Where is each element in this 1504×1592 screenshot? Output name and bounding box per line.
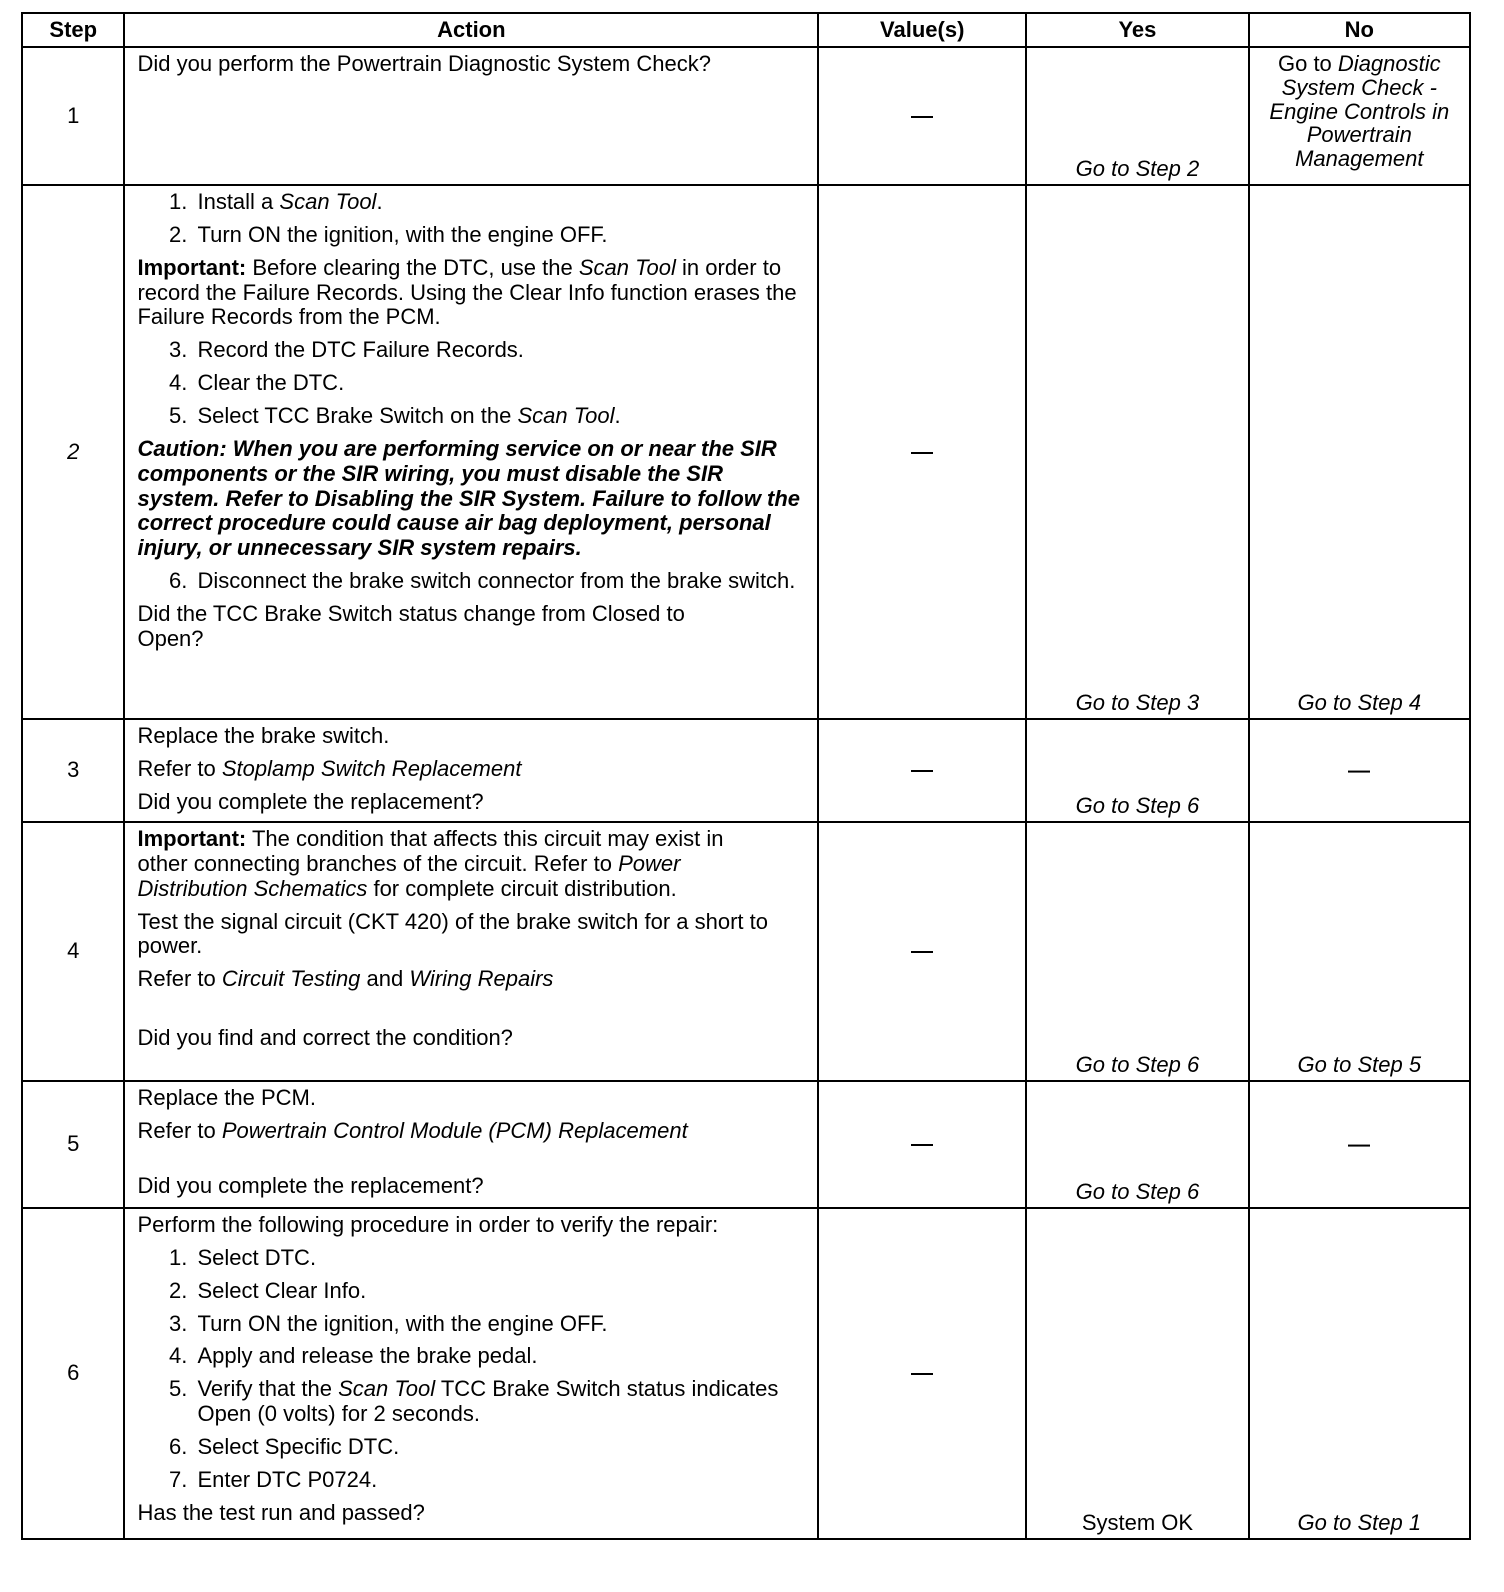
list-item: 7. Enter DTC P0724. — [193, 1468, 809, 1493]
yes-cell — [1026, 47, 1248, 185]
test-instruction: Test the signal circuit (CKT 420) of the brake switch for a short to power. — [137, 908, 769, 959]
list-item: 4. Clear the DTC. — [193, 371, 809, 396]
step-number: 4 — [22, 822, 124, 1081]
procedure-list — [137, 1246, 809, 1493]
no-link-text: Diagnostic System Check - Engine Controls in Powertrain Management — [1269, 51, 1450, 171]
action-cell — [124, 1081, 818, 1208]
value-cell — [818, 1081, 1026, 1208]
step-number: 5 — [22, 1081, 124, 1208]
table-row-step-6 — [22, 1208, 1470, 1539]
yes-cell — [1026, 1208, 1248, 1539]
no-cell — [1249, 719, 1470, 822]
wiring-repairs-link[interactable]: Wiring Repairs — [409, 966, 554, 992]
list-item: 2. Turn ON the ignition, with the engine OFF. — [193, 223, 809, 248]
dash-mark — [911, 951, 933, 953]
yes-go-to-step-3[interactable]: Go to Step 3 — [1075, 690, 1200, 716]
dash-mark — [911, 1144, 933, 1146]
procedure-list — [137, 190, 809, 248]
diagnostic-table — [21, 12, 1471, 1540]
dash-mark — [1348, 1144, 1370, 1146]
list-item: 4. Apply and release the brake pedal. — [193, 1344, 809, 1369]
no-go-to-step-5[interactable]: Go to Step 5 — [1297, 1052, 1422, 1078]
question-text: Did you find and correct the condition? — [137, 1025, 513, 1051]
table-row-step-3 — [22, 719, 1470, 822]
step-number: 2 — [22, 185, 124, 719]
step-number: 6 — [22, 1208, 124, 1539]
header-row — [22, 13, 1470, 47]
list-item: 1. Install a Scan Tool. — [193, 190, 809, 215]
step-number: 1 — [22, 47, 124, 185]
action-cell — [124, 1208, 818, 1539]
pcm-replacement-link[interactable]: Powertrain Control Module (PCM) Replacement — [221, 1117, 688, 1143]
important-note: Important: Before clearing the DTC, use the Scan Tool in order to record the Failure Records. Using the Clear Info function erases the Failure Records from the PCM. — [137, 254, 797, 330]
dash-mark — [911, 770, 933, 772]
yes-go-to-step-6[interactable]: Go to Step 6 — [1075, 1052, 1200, 1078]
question-text: Did you perform the Powertrain Diagnostic System Check? — [137, 51, 711, 76]
no-cell — [1249, 47, 1470, 185]
list-item: 5. Verify that the Scan Tool TCC Brake Switch status indicates Open (0 volts) for 2 seconds. — [193, 1377, 809, 1427]
dash-mark — [911, 1373, 933, 1375]
reference-text: Refer to Circuit Testing and Wiring Repairs — [137, 966, 554, 992]
question-text: Did the TCC Brake Switch status change from Closed to Open? — [137, 601, 685, 651]
no-cell — [1249, 185, 1470, 719]
value-cell — [818, 1208, 1026, 1539]
no-cell — [1249, 822, 1470, 1081]
procedure-list — [137, 569, 809, 594]
no-cell — [1249, 1208, 1470, 1539]
action-cell — [124, 47, 818, 185]
dash-mark — [911, 116, 933, 118]
stoplamp-switch-replacement-link[interactable]: Stoplamp Switch Replacement — [221, 755, 522, 781]
value-cell — [818, 719, 1026, 822]
table-row-step-5 — [22, 1081, 1470, 1208]
question-text: Did you complete the replacement? — [137, 788, 484, 814]
list-item: 1. Select DTC. — [193, 1246, 809, 1271]
list-item: 5. Select TCC Brake Switch on the Scan Tool. — [193, 404, 809, 429]
action-cell — [124, 185, 818, 719]
list-item: 3. Record the DTC Failure Records. — [193, 338, 809, 363]
reference-text: Refer to Stoplamp Switch Replacement — [137, 755, 522, 781]
caution-note: Caution: When you are performing service on or near the SIR components or the SIR wiring, you must disable the SIR system. Refer to Disabling the SIR System. Failure to follow the correct procedure could cause air bag deployment, personal injury, or unnecessary SIR system repairs. — [137, 435, 801, 561]
table-row-step-4 — [22, 822, 1470, 1081]
procedure-intro: Perform the following procedure in order to verify the repair: — [137, 1212, 719, 1237]
question-text: Has the test run and passed? — [137, 1499, 425, 1525]
yes-go-to-step-6[interactable]: Go to Step 6 — [1075, 793, 1200, 819]
circuit-testing-link[interactable]: Circuit Testing — [221, 966, 361, 992]
yes-cell — [1026, 822, 1248, 1081]
yes-system-ok: System OK — [1081, 1510, 1194, 1536]
procedure-list — [137, 338, 809, 429]
header-no: No — [1249, 13, 1470, 47]
no-go-to-step-4[interactable]: Go to Step 4 — [1297, 690, 1422, 716]
action-text: Replace the PCM. — [137, 1085, 316, 1110]
yes-cell — [1026, 185, 1248, 719]
question-text: Did you complete the replacement? — [137, 1172, 484, 1198]
yes-cell — [1026, 1081, 1248, 1208]
value-cell — [818, 185, 1026, 719]
list-item: 6. Disconnect the brake switch connector from the brake switch. — [193, 569, 809, 594]
header-action: Action — [124, 13, 818, 47]
list-item: 2. Select Clear Info. — [193, 1279, 809, 1304]
yes-go-to-step-2[interactable]: Go to Step 2 — [1075, 156, 1200, 182]
header-values: Value(s) — [818, 13, 1026, 47]
no-cell — [1249, 1081, 1470, 1208]
list-item: 6. Select Specific DTC. — [193, 1435, 809, 1460]
value-cell — [818, 47, 1026, 185]
no-diagnostic-system-check-link[interactable] — [1250, 48, 1469, 171]
dash-mark — [911, 452, 933, 454]
no-go-to-step-1[interactable]: Go to Step 1 — [1297, 1510, 1422, 1536]
table-row-step-2 — [22, 185, 1470, 719]
yes-go-to-step-6[interactable]: Go to Step 6 — [1075, 1179, 1200, 1205]
table-row-step-1 — [22, 47, 1470, 185]
dash-mark — [1348, 770, 1370, 772]
no-prefix: Go to — [1277, 51, 1332, 76]
important-note: Important: The condition that affects this circuit may exist in other connecting branches of the circuit. Refer to Power Distribution Schematics for complete circuit distribution. — [137, 826, 724, 901]
list-item: 3. Turn ON the ignition, with the engine OFF. — [193, 1312, 809, 1337]
action-cell — [124, 719, 818, 822]
no-not-applicable — [1250, 758, 1469, 783]
action-text: Replace the brake switch. — [137, 723, 390, 748]
value-cell — [818, 822, 1026, 1081]
action-cell — [124, 822, 818, 1081]
yes-cell — [1026, 719, 1248, 822]
header-yes: Yes — [1026, 13, 1248, 47]
header-step: Step — [22, 13, 124, 47]
reference-text: Refer to Powertrain Control Module (PCM) Replacement — [137, 1117, 688, 1143]
no-not-applicable — [1250, 1132, 1469, 1157]
step-number: 3 — [22, 719, 124, 822]
